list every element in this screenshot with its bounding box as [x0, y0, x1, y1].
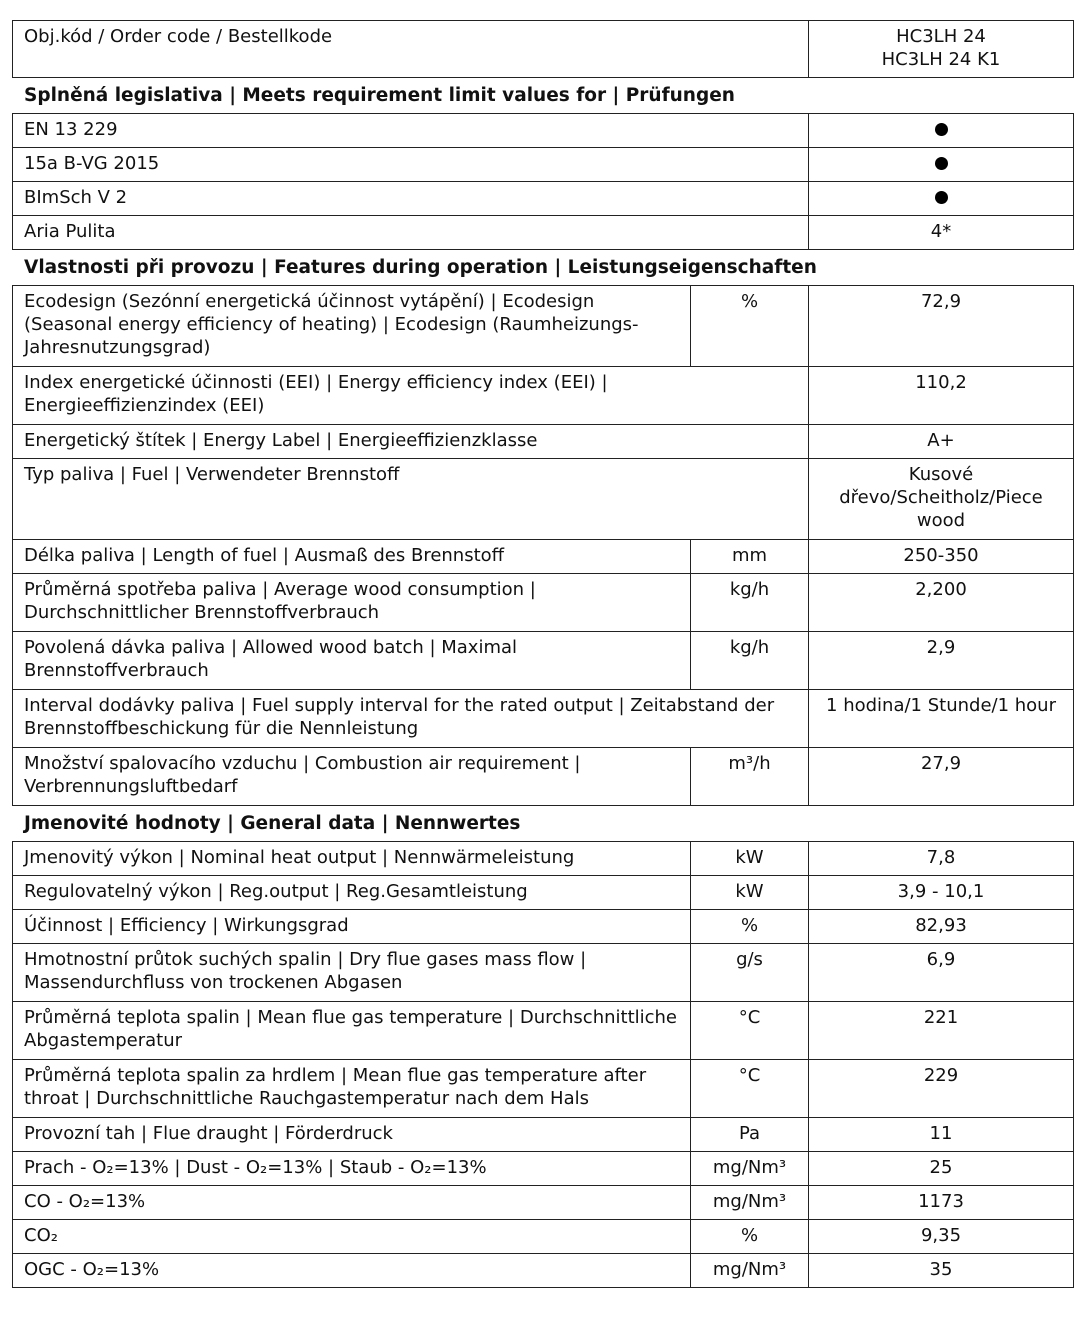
table-row [13, 910, 1074, 944]
row-label: Účinnost | Efficiency | Wirkungsgrad [13, 910, 691, 944]
row-unit: mg/Nm³ [691, 1186, 809, 1220]
row-label: Regulovatelný výkon | Reg.output | Reg.Gesamtleistung [13, 876, 691, 910]
legislation-table [12, 113, 1074, 250]
table-row [13, 1254, 1074, 1288]
row-unit: mg/Nm³ [691, 1152, 809, 1186]
row-value: 7,8 [809, 842, 1074, 876]
filled-circle-icon [935, 191, 948, 204]
table-row [13, 114, 1074, 148]
row-label: Délka paliva | Length of fuel | Ausmaß des Brennstoff [13, 540, 691, 574]
table-row [13, 148, 1074, 182]
operation-table [12, 285, 1074, 806]
row-value [809, 182, 1074, 216]
row-label: Typ paliva | Fuel | Verwendeter Brennstoff [13, 459, 809, 540]
row-label: Energetický štítek | Energy Label | Energieeffizienzklasse [13, 425, 809, 459]
row-value: 229 [809, 1060, 1074, 1118]
row-value: 4* [809, 216, 1074, 250]
table-row [13, 425, 1074, 459]
row-label: Průměrná teplota spalin | Mean flue gas temperature | Durchschnittliche Abgastemperatur [13, 1002, 691, 1060]
row-value [809, 148, 1074, 182]
row-value: 2,200 [809, 574, 1074, 632]
filled-circle-icon [935, 157, 948, 170]
row-unit: kW [691, 876, 809, 910]
row-unit: kW [691, 842, 809, 876]
table-row [13, 574, 1074, 632]
row-label: Průměrná teplota spalin za hrdlem | Mean flue gas temperature after throat | Durchschnittliche Rauchgastemperatur nach dem Hals [13, 1060, 691, 1118]
order-code-row [13, 21, 1074, 78]
row-value: 110,2 [809, 367, 1074, 425]
row-value: 72,9 [809, 286, 1074, 367]
order-code-table [12, 20, 1074, 78]
table-row [13, 632, 1074, 690]
table-row [13, 1186, 1074, 1220]
row-value: 6,9 [809, 944, 1074, 1002]
row-value: Kusové dřevo/Scheitholz/Piece wood [809, 459, 1074, 540]
row-label: Provozní tah | Flue draught | Förderdruck [13, 1118, 691, 1152]
row-value: 1173 [809, 1186, 1074, 1220]
row-label: Jmenovitý výkon | Nominal heat output | Nennwärmeleistung [13, 842, 691, 876]
order-code-models [809, 21, 1074, 78]
row-unit: °C [691, 1060, 809, 1118]
table-row [13, 540, 1074, 574]
row-unit: m³/h [691, 748, 809, 806]
table-row [13, 748, 1074, 806]
row-label: Ecodesign (Sezónní energetická účinnost vytápění) | Ecodesign (Seasonal energy efficiency of heating) | Ecodesign (Raumheizungs-Jahresnutzungsgrad) [13, 286, 691, 367]
row-label: OGC - O₂=13% [13, 1254, 691, 1288]
general-data-table [12, 841, 1074, 1288]
row-value: 25 [809, 1152, 1074, 1186]
row-unit: mm [691, 540, 809, 574]
row-unit: Pa [691, 1118, 809, 1152]
row-unit: g/s [691, 944, 809, 1002]
row-value: 27,9 [809, 748, 1074, 806]
row-label: Index energetické účinnosti (EEI) | Energy efficiency index (EEI) | Energieeffizienzindex (EEI) [13, 367, 809, 425]
row-label: Povolená dávka paliva | Allowed wood batch | Maximal Brennstoffverbrauch [13, 632, 691, 690]
row-unit: % [691, 286, 809, 367]
table-row [13, 842, 1074, 876]
row-label: BImSch V 2 [13, 182, 809, 216]
row-unit: mg/Nm³ [691, 1254, 809, 1288]
table-row [13, 944, 1074, 1002]
table-row [13, 216, 1074, 250]
row-label: 15a B-VG 2015 [13, 148, 809, 182]
section-title-legislation: Splněná legislativa | Meets requirement limit values for | Prüfungen [24, 85, 735, 106]
row-value: 35 [809, 1254, 1074, 1288]
row-value: 11 [809, 1118, 1074, 1152]
row-unit: % [691, 1220, 809, 1254]
row-label: Prach - O₂=13% | Dust - O₂=13% | Staub - O₂=13% [13, 1152, 691, 1186]
row-label: Interval dodávky paliva | Fuel supply interval for the rated output | Zeitabstand der Brennstoffbeschickung für die Nennleistung [13, 690, 809, 748]
row-value: A+ [809, 425, 1074, 459]
table-row [13, 1152, 1074, 1186]
model-name: HC3LH 24 K1 [881, 49, 1001, 70]
table-row [13, 876, 1074, 910]
row-value: 82,93 [809, 910, 1074, 944]
row-label: Průměrná spotřeba paliva | Average wood consumption | Durchschnittlicher Brennstoffverbrauch [13, 574, 691, 632]
row-label: CO₂ [13, 1220, 691, 1254]
model-name: HC3LH 24 [896, 26, 986, 47]
row-label: CO - O₂=13% [13, 1186, 691, 1220]
row-value: 1 hodina/1 Stunde/1 hour [809, 690, 1074, 748]
section-title-operation: Vlastnosti při provozu | Features during operation | Leistungseigenschaften [24, 257, 817, 278]
row-unit: % [691, 910, 809, 944]
row-label: Hmotnostní průtok suchých spalin | Dry flue gases mass flow | Massendurchfluss von trockenen Abgasen [13, 944, 691, 1002]
table-row [13, 690, 1074, 748]
row-value: 2,9 [809, 632, 1074, 690]
table-row [13, 1060, 1074, 1118]
table-row [13, 459, 1074, 540]
row-value: 9,35 [809, 1220, 1074, 1254]
filled-circle-icon [935, 123, 948, 136]
table-row [13, 1118, 1074, 1152]
row-label: EN 13 229 [13, 114, 809, 148]
table-row [13, 1220, 1074, 1254]
spec-sheet [12, 20, 1073, 1288]
table-row [13, 182, 1074, 216]
row-value [809, 114, 1074, 148]
row-value: 221 [809, 1002, 1074, 1060]
row-label: Aria Pulita [13, 216, 809, 250]
row-unit: kg/h [691, 574, 809, 632]
table-row [13, 1002, 1074, 1060]
row-label: Množství spalovacího vzduchu | Combustion air requirement | Verbrennungsluftbedarf [13, 748, 691, 806]
row-unit: °C [691, 1002, 809, 1060]
row-unit: kg/h [691, 632, 809, 690]
table-row [13, 286, 1074, 367]
row-value: 250-350 [809, 540, 1074, 574]
row-value: 3,9 - 10,1 [809, 876, 1074, 910]
section-title-general-data: Jmenovité hodnoty | General data | Nennwertes [24, 813, 521, 834]
order-code-label: Obj.kód / Order code / Bestellkode [13, 21, 809, 78]
table-row [13, 367, 1074, 425]
